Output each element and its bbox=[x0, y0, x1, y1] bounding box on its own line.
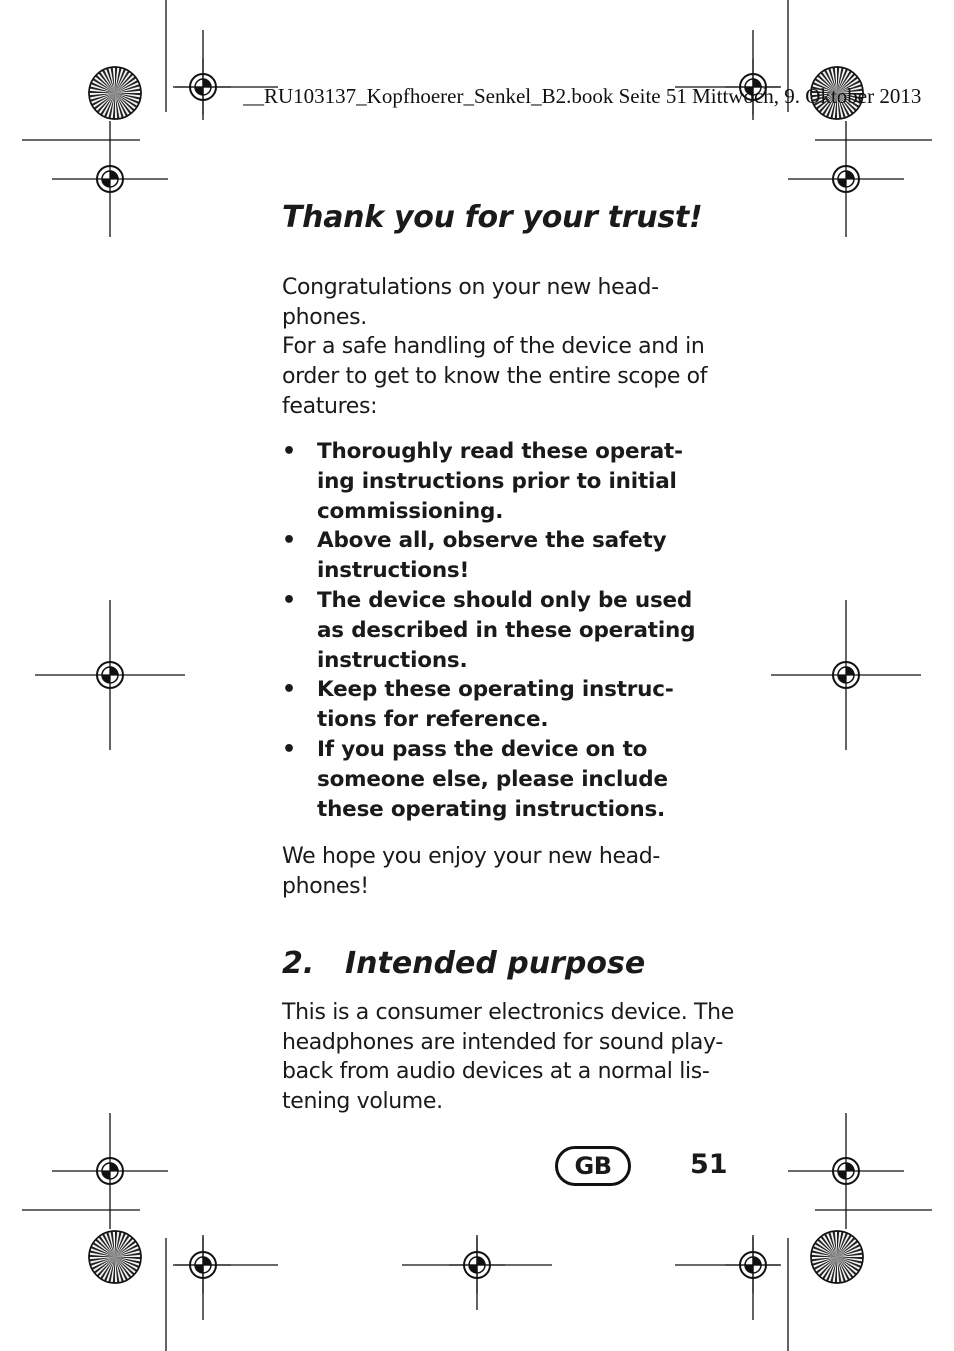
page-number: 51 bbox=[690, 1149, 728, 1180]
purpose-line: headphones are intended for sound play- bbox=[282, 1029, 723, 1055]
closing-line: We hope you enjoy your new head- bbox=[282, 844, 660, 869]
color-wheel-icon bbox=[89, 1231, 141, 1283]
list-item-line: The device should only be used bbox=[317, 587, 693, 613]
list-item-line: commissioning. bbox=[317, 498, 504, 524]
section-title-intended-purpose bbox=[282, 946, 645, 981]
list-item-line: Keep these operating instruc- bbox=[317, 677, 674, 703]
purpose-line: tening volume. bbox=[282, 1089, 443, 1115]
intro-paragraph bbox=[282, 273, 732, 422]
closing-line: phones! bbox=[282, 873, 369, 899]
bullet-icon: • bbox=[282, 439, 297, 464]
list-item-line: Thoroughly read these operat- bbox=[317, 439, 683, 464]
purpose-line: This is a consumer electronics device. The bbox=[282, 1000, 734, 1025]
list-item bbox=[282, 586, 695, 675]
list-item-line: these operating instructions. bbox=[317, 796, 666, 822]
registration-mark-icon bbox=[52, 121, 168, 237]
list-item-line: instructions! bbox=[317, 558, 470, 584]
intro-line: phones. bbox=[282, 304, 367, 330]
language-badge: GB bbox=[555, 1146, 631, 1186]
registration-mark-icon bbox=[52, 1113, 168, 1229]
section-number: 2. bbox=[282, 946, 315, 981]
color-wheel-icon bbox=[811, 1231, 863, 1283]
purpose-line: back from audio devices at a normal lis- bbox=[282, 1059, 710, 1085]
list-item bbox=[282, 735, 695, 824]
bullet-icon: • bbox=[282, 587, 297, 613]
bullet-icon: • bbox=[282, 736, 297, 762]
bullet-icon: • bbox=[282, 528, 297, 554]
list-item-line: as described in these operating bbox=[317, 617, 696, 643]
intro-line: For a safe handling of the device and in bbox=[282, 334, 705, 360]
section-title-thanks: Thank you for your trust! bbox=[282, 200, 703, 235]
list-item-line: Above all, observe the safety bbox=[317, 528, 667, 554]
list-item bbox=[282, 437, 695, 526]
closing-paragraph bbox=[282, 842, 732, 901]
color-wheel-icon bbox=[89, 67, 141, 119]
purpose-paragraph bbox=[282, 998, 732, 1117]
intro-line: Congratulations on your new head- bbox=[282, 275, 659, 300]
section-title-text: Intended purpose bbox=[345, 946, 646, 981]
list-item-line: someone else, please include bbox=[317, 766, 668, 792]
list-item bbox=[282, 526, 695, 586]
registration-mark-icon bbox=[35, 600, 185, 750]
list-item-line: instructions. bbox=[317, 647, 468, 673]
registration-mark-icon bbox=[771, 600, 921, 750]
intro-line: features: bbox=[282, 393, 378, 419]
list-item-line: ing instructions prior to initial bbox=[317, 468, 677, 494]
intro-line: order to get to know the entire scope of bbox=[282, 364, 708, 390]
list-item bbox=[282, 675, 695, 735]
registration-mark-icon bbox=[788, 1113, 904, 1229]
bullet-icon: • bbox=[282, 677, 297, 703]
registration-mark-icon bbox=[788, 121, 904, 237]
list-item-line: If you pass the device on to bbox=[317, 736, 648, 762]
instructions-list bbox=[282, 437, 695, 824]
list-item-line: tions for reference. bbox=[317, 707, 549, 733]
print-header: __RU103137_Kopfhoerer_Senkel_B2.book Seite 51 Mittwoch, 9. Oktober 2013 bbox=[243, 84, 922, 108]
